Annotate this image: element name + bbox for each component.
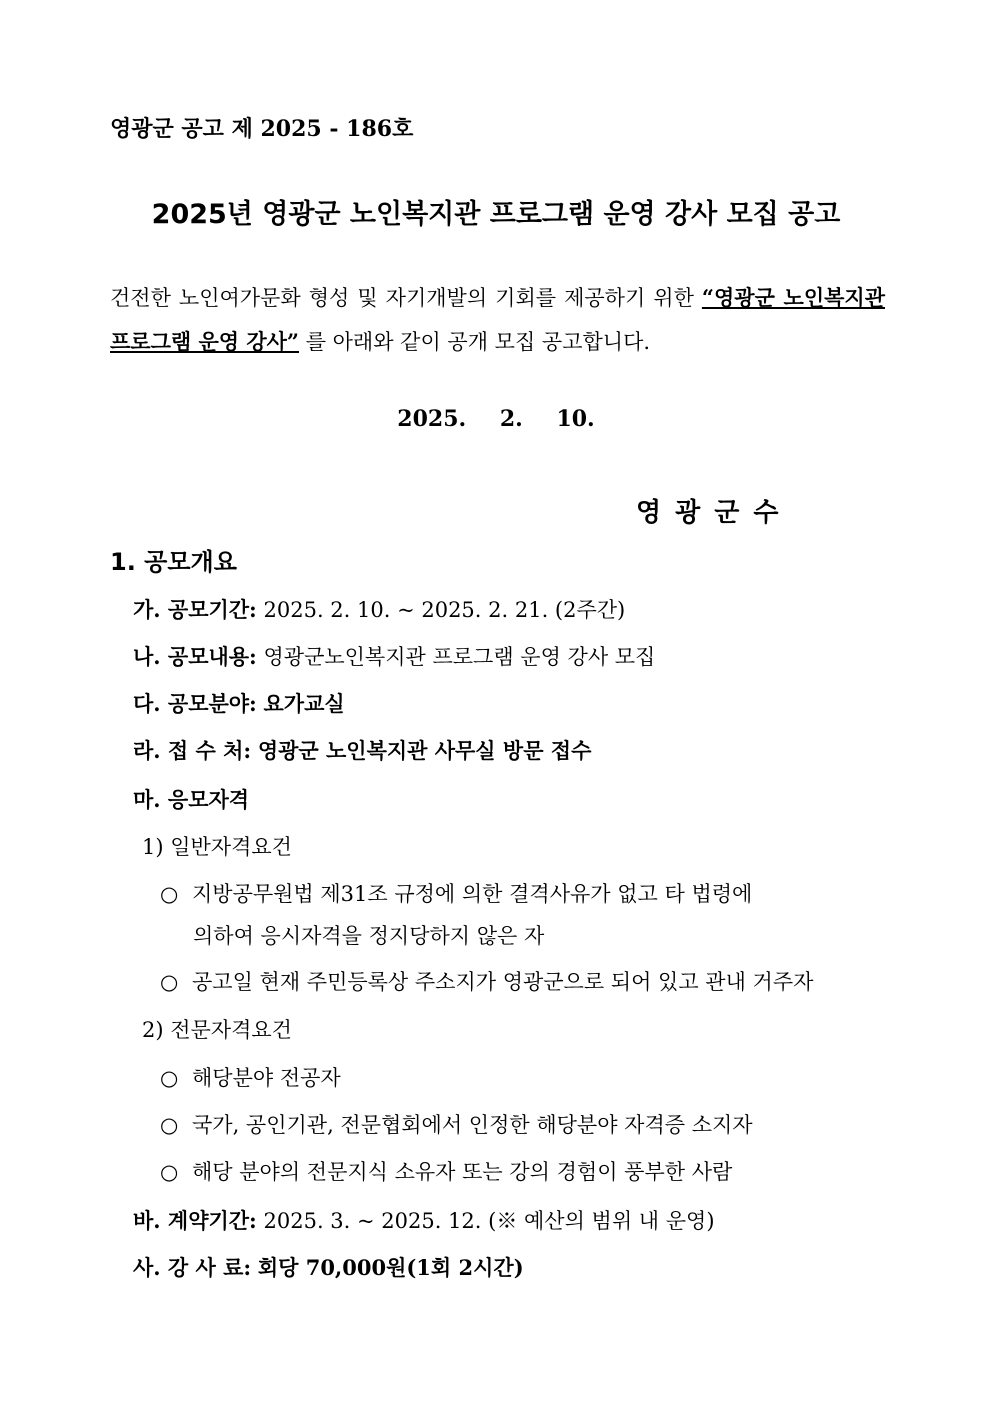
- intro-text: 건전한 노인여가문화 형성 및 자기개발의 기회를 제공하기 위한: [110, 286, 702, 310]
- item-lecture-fee: [133, 1252, 524, 1282]
- item-value: 2025. 2. 10. ~ 2025. 2. 21. (2주간): [263, 598, 626, 622]
- intro-highlight: “영광군 노인복지관 프로그램 운영 강사”: [110, 285, 885, 354]
- section-title: 1. 공모개요: [110, 548, 237, 576]
- item-reception: [133, 735, 591, 765]
- notice-date: 2025. 2. 10.: [397, 406, 595, 432]
- bullet-circle-icon: ○: [160, 1066, 179, 1090]
- list-item-text: 국가, 공인기관, 전문협회에서 인정한 해당분야 자격증 소지자: [192, 1113, 753, 1137]
- list-item: [160, 966, 813, 996]
- item-value: 회당 70,000원(1회 2시간): [257, 1255, 524, 1280]
- item-contract-period: [133, 1205, 715, 1235]
- notice-number: 영광군 공고 제 2025 - 186호: [110, 116, 414, 142]
- signer: 영광군수: [636, 498, 793, 528]
- item-qualification: [133, 784, 249, 814]
- item-value: 요가교실: [263, 691, 345, 716]
- bullet-circle-icon: ○: [160, 1113, 179, 1137]
- bullet-circle-icon: ○: [160, 1160, 179, 1184]
- professional-requirements-title: 2) 전문자격요건: [142, 1018, 292, 1042]
- intro-text-end: 를 아래와 같이 공개 모집 공고합니다.: [305, 330, 651, 354]
- list-item-text: 공고일 현재 주민등록상 주소지가 영광군으로 되어 있고 관내 거주자: [192, 970, 814, 994]
- item-value: 2025. 3. ~ 2025. 12. (※ 예산의 범위 내 운영): [263, 1209, 715, 1233]
- item-field: [133, 688, 345, 718]
- list-item: [160, 1109, 753, 1139]
- item-content: [133, 641, 655, 671]
- general-requirements-title: 1) 일반자격요건: [142, 835, 292, 859]
- item-label: 라. 접 수 처:: [133, 738, 252, 763]
- item-label: 가. 공모기간:: [133, 597, 257, 622]
- item-label: 바. 계약기간:: [133, 1208, 257, 1233]
- list-item-continuation: 의하여 응시자격을 정지당하지 않은 자: [193, 924, 545, 948]
- item-label: 다. 공모분야:: [133, 691, 257, 716]
- item-value: 영광군 노인복지관 사무실 방문 접수: [257, 738, 592, 763]
- item-label: 나. 공모내용:: [133, 644, 257, 669]
- bullet-circle-icon: ○: [160, 882, 179, 906]
- list-item: [160, 878, 752, 908]
- intro-paragraph: [110, 276, 885, 364]
- item-label: 사. 강 사 료:: [133, 1255, 252, 1280]
- list-item: [160, 1062, 341, 1092]
- page-title: 2025년 영광군 노인복지관 프로그램 운영 강사 모집 공고: [151, 199, 841, 230]
- list-item: [160, 1156, 732, 1186]
- list-item-text: 해당 분야의 전문지식 소유자 또는 강의 경험이 풍부한 사람: [192, 1160, 733, 1184]
- item-value: 영광군노인복지관 프로그램 운영 강사 모집: [263, 645, 656, 669]
- list-item-text: 해당분야 전공자: [192, 1066, 341, 1090]
- list-item-text: 지방공무원법 제31조 규정에 의한 결격사유가 없고 타 법령에: [192, 882, 753, 906]
- bullet-circle-icon: ○: [160, 970, 179, 994]
- item-period: [133, 594, 625, 624]
- item-label: 마. 응모자격: [133, 787, 250, 812]
